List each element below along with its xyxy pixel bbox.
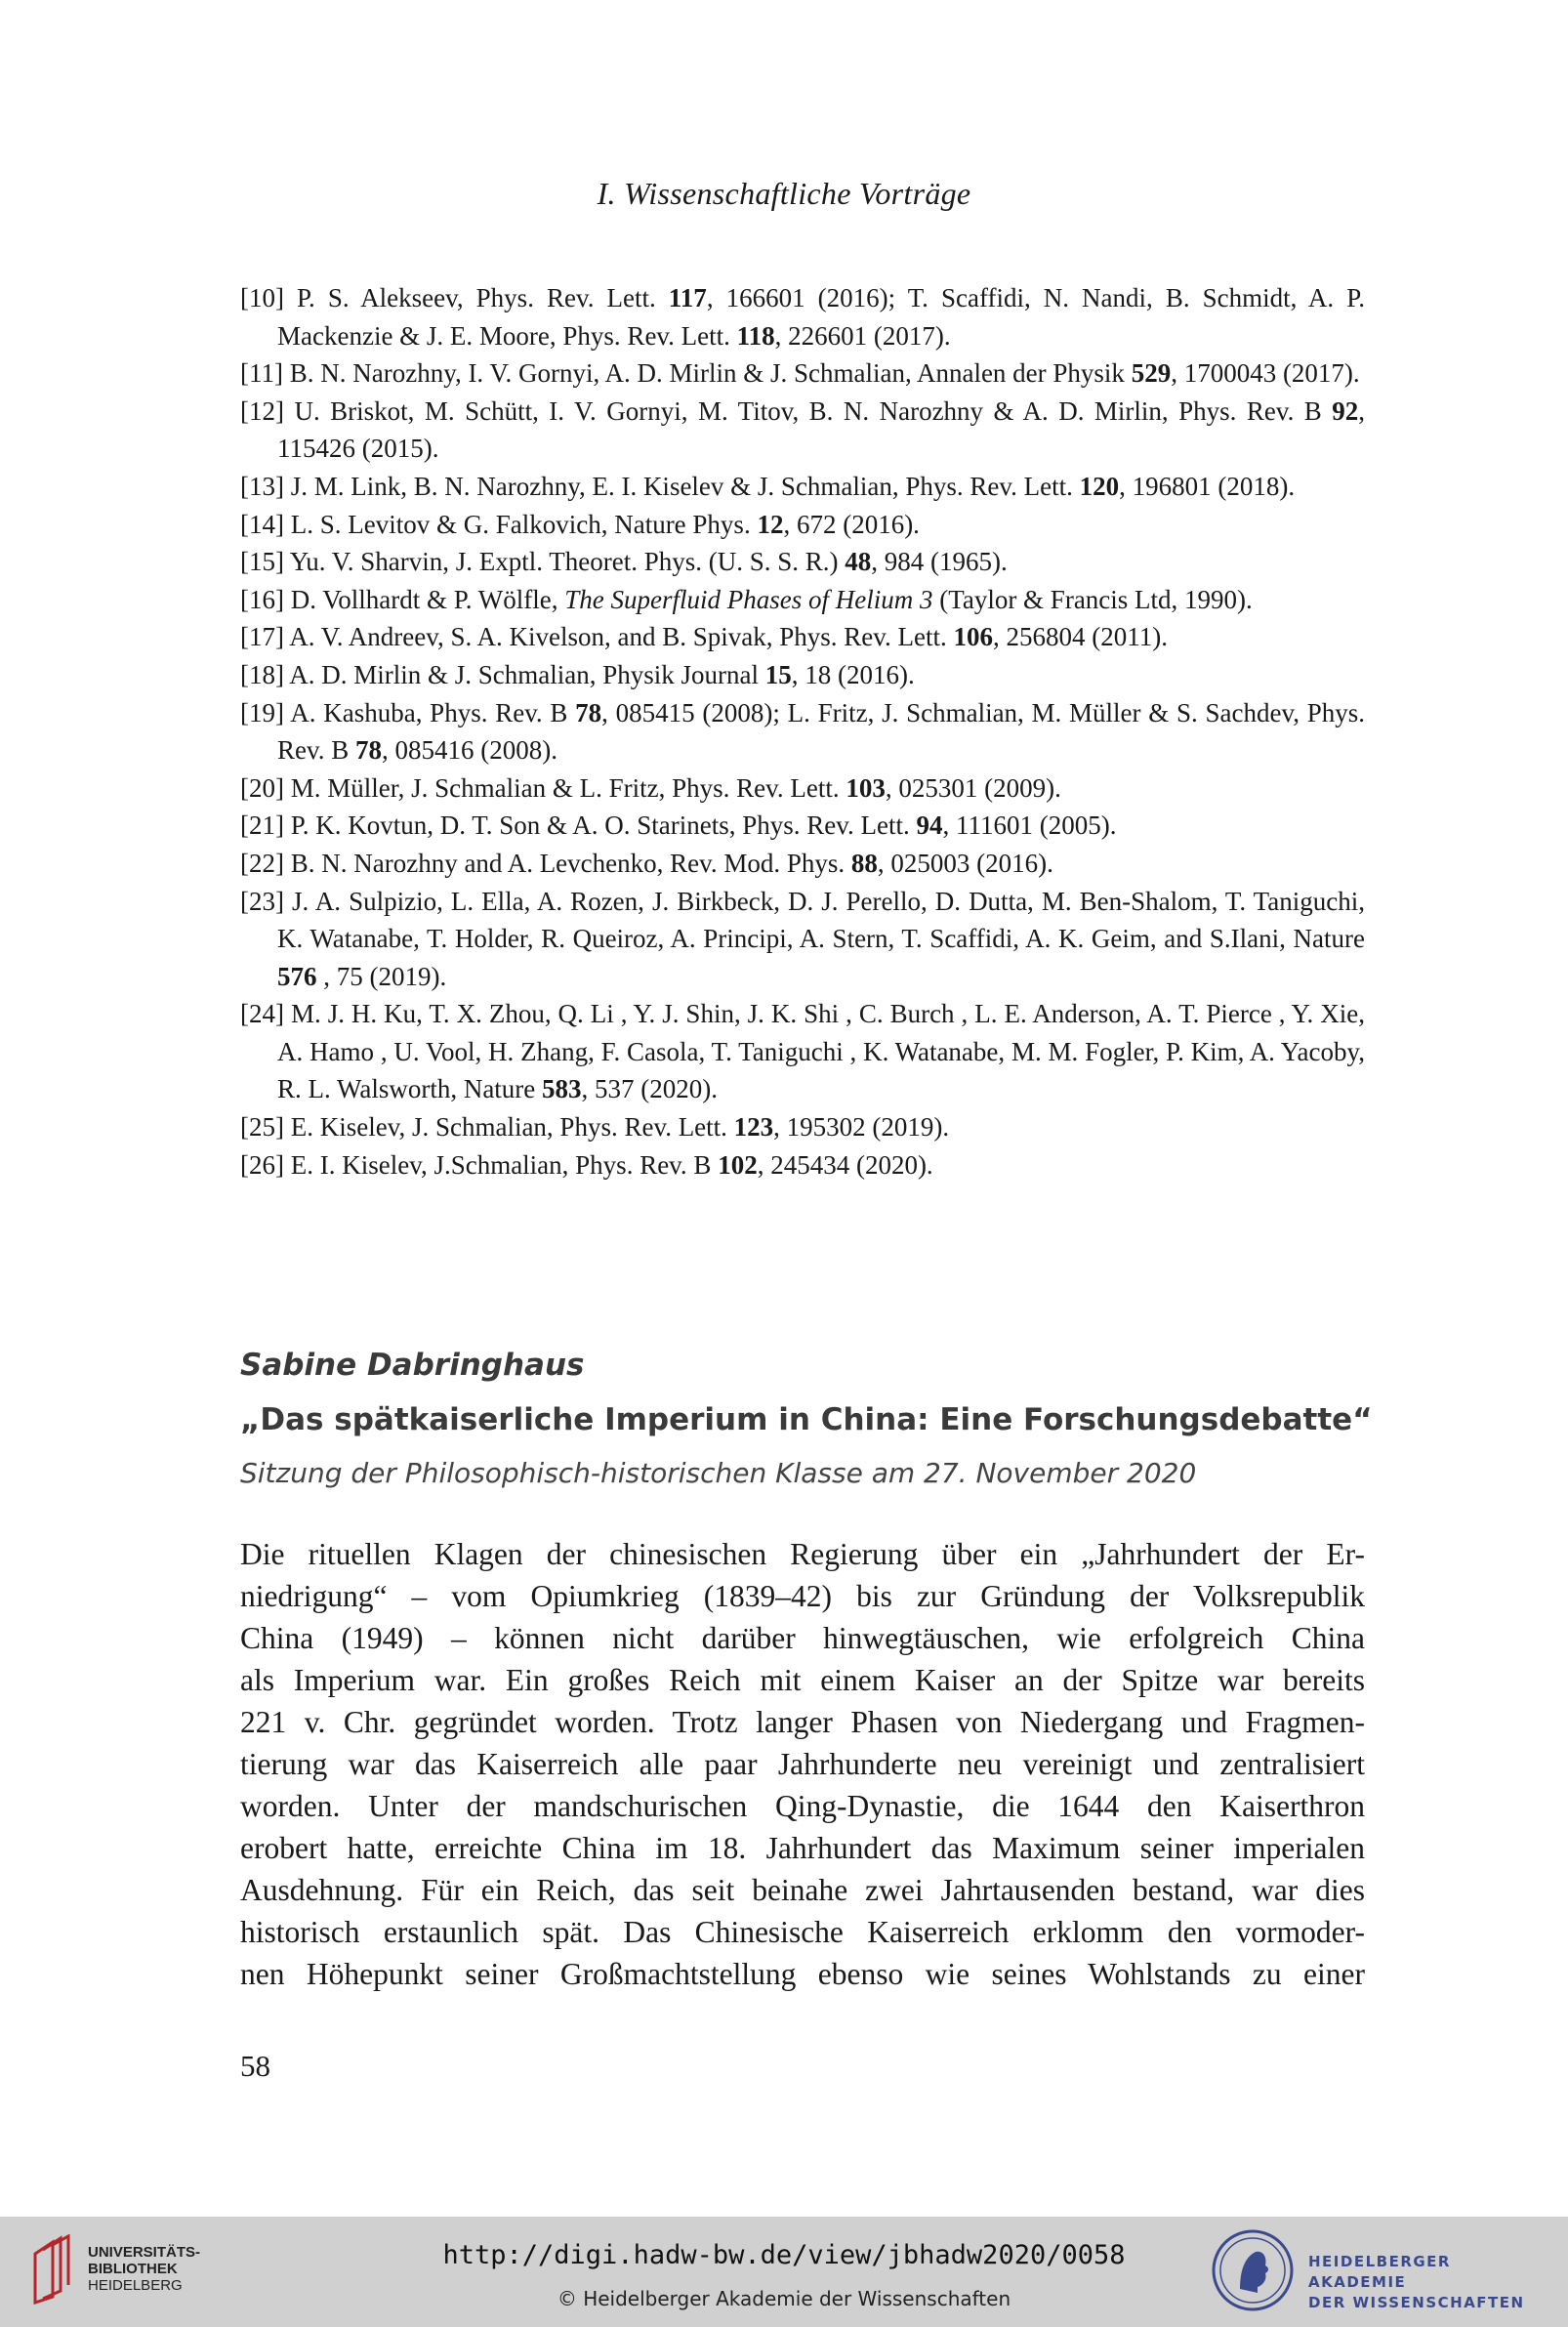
reference-label: [20] (240, 772, 284, 803)
reference-text: , 085415 (2008); L. Fritz, J. Schmalian, M. Müller & S. Sachdev, Phys. Rev. B (277, 697, 1365, 766)
reference-entry (240, 694, 1365, 769)
reference-text: B. N. Narozhny and A. Levchenko, Rev. Mod. Phys. (290, 848, 851, 878)
volume-number: 102 (718, 1149, 758, 1180)
reference-text: , 115426 (2015). (277, 395, 1366, 464)
reference-text: , 226601 (2017). (774, 320, 951, 351)
reference-text: P. S. Alekseev, Phys. Rev. Lett. (297, 283, 669, 312)
body-line: Die rituellen Klagen der chinesischen Regierung über ein „Jahrhundert der Er- (240, 1537, 1365, 1571)
body-line: Ausdehnung. Für ein Reich, das seit beinahe zwei Jahrtausenden bestand, war dies (240, 1873, 1365, 1907)
reference-label: [23] (240, 886, 284, 916)
reference-text: A. V. Andreev, S. A. Kivelson, and B. Spivak, Phys. Rev. Lett. (289, 622, 954, 652)
reference-label: [13] (240, 471, 284, 501)
reference-text: Yu. V. Sharvin, J. Exptl. Theoret. Phys. (U. S. S. R.) (289, 547, 846, 577)
reference-text: A. D. Mirlin & J. Schmalian, Physik Journal (289, 659, 765, 689)
volume-number: 48 (845, 547, 872, 577)
reference-entry (240, 581, 1365, 619)
reference-text: , 196801 (2018). (1119, 471, 1296, 501)
academy-logo[interactable] (1211, 2228, 1543, 2316)
volume-number: 118 (736, 320, 775, 351)
body-line: als Imperium war. Ein großes Reich mit einem Kaiser an der Spitze war bereits (240, 1663, 1365, 1697)
reference-text: P. K. Kovtun, D. T. Son & A. O. Starinets, Phys. Rev. Lett. (290, 810, 917, 841)
body-line: historisch erstaunlich spät. Das Chinesische Kaiserreich erklomm den vormoder- (240, 1915, 1365, 1949)
reference-entry (240, 769, 1365, 808)
reference-text: , 195302 (2019). (773, 1112, 950, 1143)
volume-number: 103 (846, 772, 886, 803)
reference-text: (Taylor & Francis Ltd, 1990). (932, 584, 1253, 614)
reference-entry (240, 995, 1365, 1108)
body-paragraph (240, 1533, 1365, 1995)
library-logo-line: BIBLIOTHEK (88, 2261, 178, 2277)
reference-text: , 245434 (2020). (757, 1149, 933, 1180)
body-line: worden. Unter der mandschurischen Qing-Dynastie, die 1644 den Kaiserthron (240, 1789, 1365, 1823)
reference-label: [24] (240, 999, 284, 1029)
permalink-url[interactable]: http://digi.hadw-bw.de/view/jbhadw2020/0058 (442, 2240, 1126, 2270)
volume-number: 78 (355, 735, 382, 766)
volume-number: 583 (542, 1074, 582, 1104)
reference-entry (240, 279, 1365, 354)
body-line: nen Höhepunkt seiner Großmachtstellung ebenso wie seines Wohlstands zu einer (240, 1957, 1365, 1991)
academy-seal-icon (1211, 2228, 1295, 2312)
lecture-session: Sitzung der Philosophisch-historischen Klasse am 27. November 2020 (240, 1457, 1197, 1489)
reference-entry (240, 543, 1365, 581)
reference-text: L. S. Levitov & G. Falkovich, Nature Phys. (290, 509, 758, 539)
reference-entry (240, 1108, 1365, 1146)
reference-entry (240, 506, 1365, 544)
lecture-title: „Das spätkaiserliche Imperium in China: Eine Forschungsdebatte“ (240, 1402, 1373, 1437)
academy-logo-line: DER WISSENSCHAFTEN (1308, 2294, 1525, 2311)
volume-number: 106 (953, 622, 993, 652)
reference-text: , 1700043 (2017). (1171, 358, 1360, 389)
reference-text: , 672 (2016). (783, 509, 920, 539)
reference-text: M. Müller, J. Schmalian & L. Fritz, Phys. Rev. Lett. (290, 772, 846, 803)
volume-number: 576 (277, 961, 317, 991)
reference-label: [12] (240, 395, 284, 426)
volume-number: 117 (668, 283, 707, 312)
volume-number: 88 (850, 848, 878, 878)
reference-text: M. J. H. Ku, T. X. Zhou, Q. Li , Y. J. Shin, J. K. Shi , C. Burch , L. E. Anderson, A. T. Pierce , Y. Xie, A. Hamo , U. Vool, H. Zhang, F. Casola, T. Taniguchi , K. Watanabe, M. M. Fogler, P. Kim, A. Yacoby, R. L. Walsworth, Nature (277, 999, 1365, 1104)
body-line: erobert hatte, erreichte China im 18. Jahrhundert das Maximum seiner imperialen (240, 1831, 1365, 1865)
reference-list (240, 279, 1365, 1184)
body-line: niedrigung“ – vom Opiumkrieg (1839–42) bis zur Gründung der Volksrepublik (240, 1579, 1365, 1613)
reference-text: U. Briskot, M. Schütt, I. V. Gornyi, M. Titov, B. N. Narozhny & A. D. Mirlin, Phys. Rev. B (294, 395, 1333, 426)
reference-text: E. I. Kiselev, J.Schmalian, Phys. Rev. B (290, 1149, 719, 1180)
volume-number: 15 (764, 659, 792, 689)
reference-entry (240, 1146, 1365, 1184)
reference-label: [19] (240, 697, 284, 727)
book-title: The Superfluid Phases of Helium 3 (564, 584, 933, 614)
reference-text: , 166601 (2016); T. Scaffidi, N. Nandi, B. Schmidt, A. P. Mackenzie & J. E. Moore, Phys. Rev. Lett. (277, 283, 1365, 351)
reference-text: , 984 (1965). (871, 547, 1008, 577)
reference-label: [15] (240, 547, 284, 577)
reference-entry (240, 393, 1365, 468)
reference-text: , 537 (2020). (581, 1074, 719, 1104)
body-line: 221 v. Chr. gegründet worden. Trotz langer Phasen von Niedergang und Fragmen- (240, 1705, 1365, 1739)
volume-number: 92 (1332, 395, 1359, 426)
reference-label: [18] (240, 659, 284, 689)
reference-text: , 18 (2016). (791, 659, 915, 689)
reference-entry (240, 354, 1365, 393)
reference-text: , 256804 (2011). (993, 622, 1168, 652)
library-logo-line: HEIDELBERG (88, 2277, 183, 2294)
reference-label: [14] (240, 509, 284, 539)
reference-entry (240, 845, 1365, 883)
reference-text: E. Kiselev, J. Schmalian, Phys. Rev. Lett. (290, 1112, 734, 1143)
lecture-author: Sabine Dabringhaus (240, 1348, 585, 1383)
volume-number: 123 (733, 1112, 774, 1143)
reference-entry (240, 883, 1365, 996)
academy-logo-line: HEIDELBERGER AKADEMIE (1308, 2253, 1451, 2291)
volume-number: 94 (916, 810, 943, 841)
reference-label: [11] (240, 358, 283, 389)
volume-number: 120 (1079, 471, 1120, 501)
reference-text: D. Vollhardt & P. Wölfle, (290, 584, 565, 614)
reference-text: A. Kashuba, Phys. Rev. B (290, 697, 576, 727)
reference-text: , 75 (2019). (316, 961, 447, 991)
reference-label: [25] (240, 1112, 284, 1143)
reference-label: [16] (240, 584, 284, 614)
reference-text: J. A. Sulpizio, L. Ella, A. Rozen, J. Birkbeck, D. J. Perello, D. Dutta, M. Ben-Shalom, T. Taniguchi, K. Watanabe, T. Holder, R. Queiroz, A. Principi, A. Stern, T. Scaffidi, A. K. Geim, and S.Ilani, Nature (277, 886, 1365, 954)
volume-number: 78 (575, 697, 602, 727)
reference-text: , 111601 (2005). (942, 810, 1117, 841)
reference-entry (240, 807, 1365, 845)
reference-label: [21] (240, 810, 284, 841)
reference-entry (240, 618, 1365, 656)
reference-entry (240, 656, 1365, 694)
reference-text: , 085416 (2008). (382, 735, 557, 766)
reference-text: , 025003 (2016). (877, 848, 1053, 878)
body-line: tierung war das Kaiserreich alle paar Jahrhunderte neu vereinigt und zentralisiert (240, 1747, 1365, 1781)
body-line: China (1949) – können nicht darüber hinwegtäuschen, wie erfolgreich China (240, 1621, 1365, 1655)
volume-number: 529 (1131, 358, 1172, 389)
library-logo-line: UNIVERSITÄTS- (88, 2244, 201, 2261)
reference-text: B. N. Narozhny, I. V. Gornyi, A. D. Mirlin & J. Schmalian, Annalen der Physik (289, 358, 1132, 389)
copyright-notice: © Heidelberger Akademie der Wissenschaften (557, 2287, 1011, 2310)
reference-label: [26] (240, 1149, 284, 1180)
reference-entry (240, 468, 1365, 506)
reference-text: J. M. Link, B. N. Narozhny, E. I. Kiselev & J. Schmalian, Phys. Rev. Lett. (290, 471, 1080, 501)
reference-label: [10] (240, 283, 284, 312)
reference-label: [17] (240, 622, 284, 652)
reference-text: , 025301 (2009). (885, 772, 1061, 803)
page-number: 58 (240, 2049, 270, 2083)
footer-bar (0, 2217, 1568, 2327)
running-head: I. Wissenschaftliche Vorträge (597, 176, 971, 211)
academy-logo-text (1308, 2252, 1543, 2313)
volume-number: 12 (757, 509, 784, 539)
reference-label: [22] (240, 848, 284, 878)
